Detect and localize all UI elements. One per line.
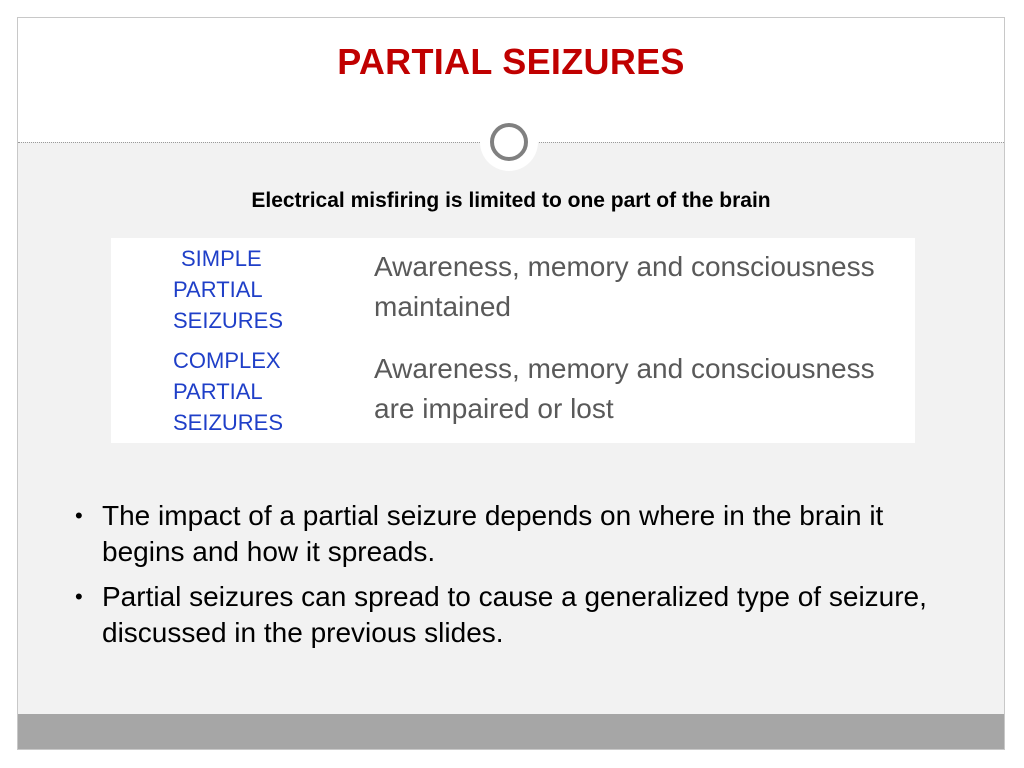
footer-bar — [18, 714, 1004, 749]
seizure-type-description: Awareness, memory and consciousness are impaired or lost — [374, 353, 875, 424]
seizure-types-table — [111, 238, 915, 443]
circle-ring-icon — [490, 123, 528, 161]
seizure-type-name-line: PARTIAL — [173, 277, 263, 302]
bullet-item — [70, 579, 970, 651]
bullet-text: Partial seizures can spread to cause a generalized type of seizure, discussed in the previous slides. — [102, 581, 927, 648]
bullet-dot-icon: • — [75, 584, 83, 609]
seizure-type-name-line: SEIZURES — [173, 410, 284, 435]
slide — [17, 17, 1005, 750]
seizure-type-name-line: PARTIAL — [173, 379, 263, 404]
seizure-type-name — [173, 243, 353, 336]
divider-ornament — [480, 113, 538, 171]
seizure-type-name-line: SEIZURES — [173, 308, 284, 333]
seizure-type-name-line: SIMPLE — [181, 246, 262, 271]
seizure-type-row — [111, 238, 915, 340]
seizure-type-description: Awareness, memory and consciousness maintained — [374, 251, 875, 322]
bullet-item — [70, 498, 970, 570]
seizure-type-name — [173, 345, 353, 438]
slide-subtitle: Electrical misfiring is limited to one part of the brain — [251, 189, 771, 212]
bullet-text: The impact of a partial seizure depends on where in the brain it begins and how it spreads. — [102, 500, 884, 567]
seizure-type-name-line: COMPLEX — [173, 348, 281, 373]
seizure-type-row — [111, 340, 915, 443]
bullet-list — [70, 498, 970, 660]
bullet-dot-icon: • — [75, 503, 83, 528]
slide-title: PARTIAL SEIZURES — [337, 41, 685, 82]
